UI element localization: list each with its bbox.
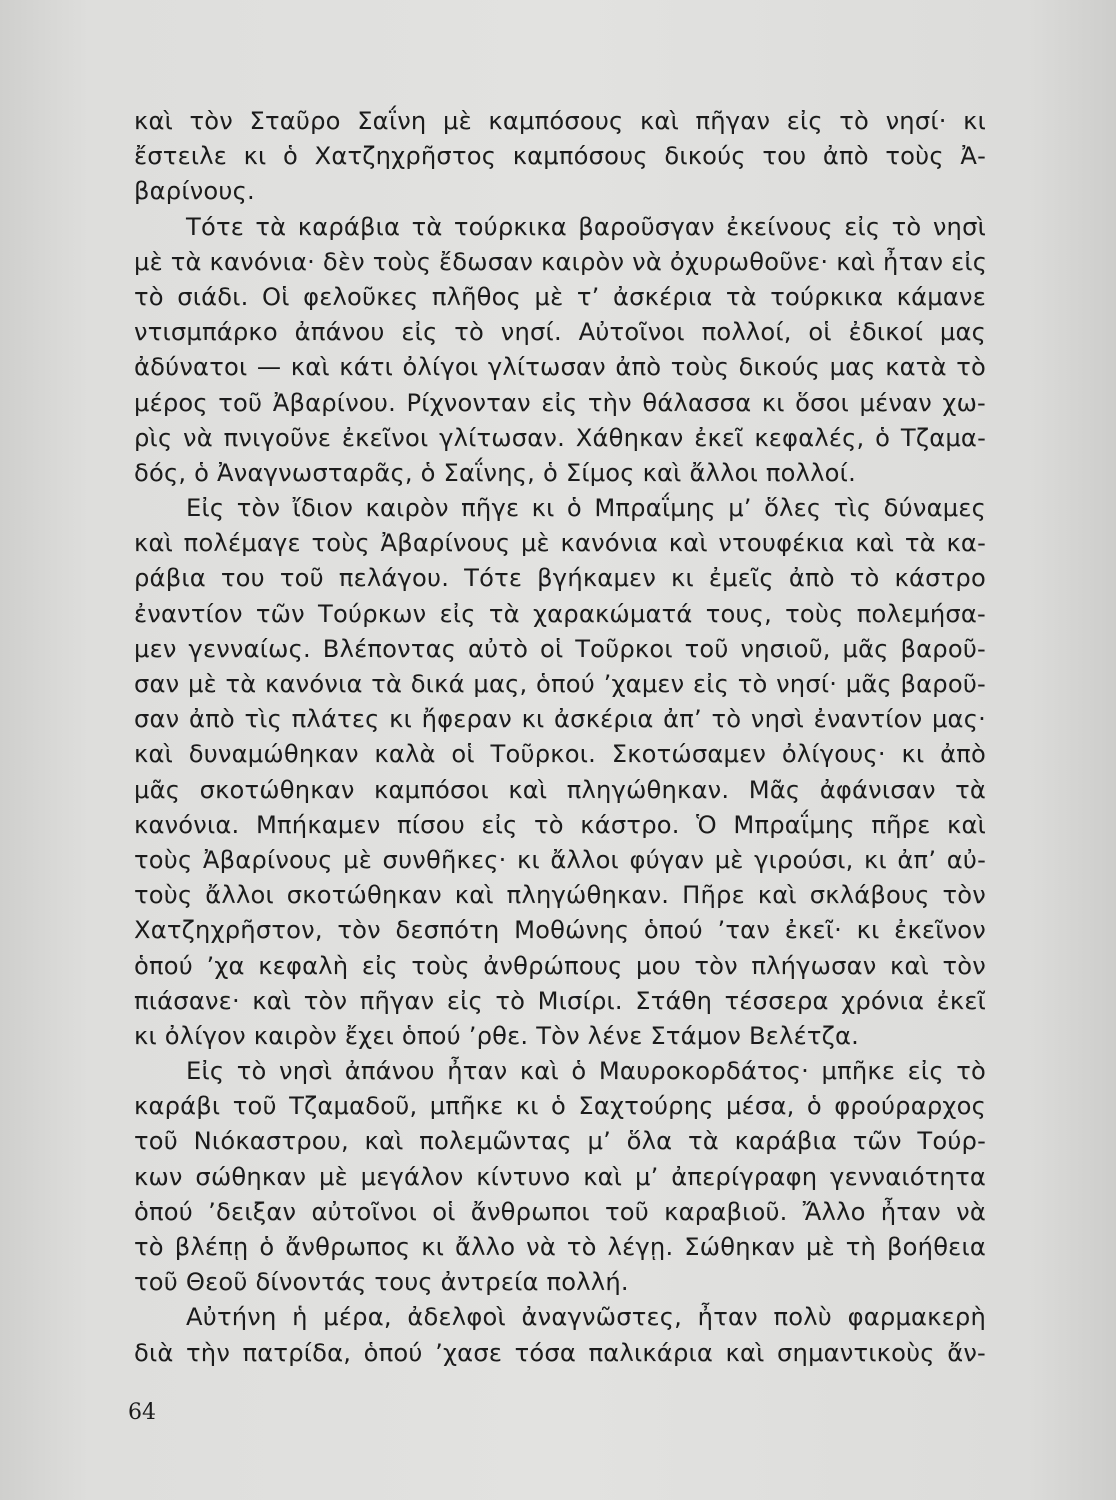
text-line: ἐναντίον τῶν Τούρκων εἰς τὰ χαρακώματά τους, τοὺς πολεμήσα- <box>134 599 986 628</box>
text-line: μέρος τοῦ Ἀβαρίνου. Ρίχνονταν εἰς τὴν θάλασσα κι ὅσοι μέναν χω- <box>134 388 986 417</box>
text-line: τοῦ Νιόκαστρου, καὶ πολεμῶντας μ’ ὅλα τὰ καράβια τῶν Τούρ- <box>134 1127 986 1156</box>
text-line: ράβια του τοῦ πελάγου. Τότε βγήκαμεν κι ἐμεῖς ἀπὸ τὸ κάστρο <box>134 564 986 593</box>
text-line: τοῦ Θεοῦ δίνοντάς τους ἀντρεία πολλή. <box>134 1268 629 1297</box>
text-line: τὸ σιάδι. Οἱ φελοῦκες πλῆθος μὲ τ’ ἀσκέρια τὰ τούρκικα κάμανε <box>134 282 986 311</box>
text-line: τοὺς Ἀβαρίνους μὲ συνθῆκες· κι ἄλλοι φύγαν μὲ γιρούσι, κι ἀπ’ αὐ- <box>134 845 986 874</box>
text-line: κων σώθηκαν μὲ μεγάλον κίντυνο καὶ μ’ ἀπερίγραφη γενναιότητα <box>134 1162 986 1191</box>
page-number: 64 <box>128 1400 156 1425</box>
text-line: Εἰς τὸ νησὶ ἀπάνου ἦταν καὶ ὁ Μαυροκορδάτος· μπῆκε εἰς τὸ <box>186 1057 986 1086</box>
text-line: μὲ τὰ κανόνια· δὲν τοὺς ἔδωσαν καιρὸν νὰ ὀχυρωθοῦνε· καὶ ἦταν εἰς <box>134 247 988 276</box>
text-line: κανόνια. Μπήκαμεν πίσου εἰς τὸ κάστρο. Ὁ Μπραΐμης πῆρε καὶ <box>134 810 986 839</box>
text-line: ὁπού ’χα κεφαλὴ εἰς τοὺς ἀνθρώπους μου τὸν πλήγωσαν καὶ τὸν <box>134 951 986 980</box>
text-line: Εἰς τὸν ἴδιον καιρὸν πῆγε κι ὁ Μπραΐμης μ’ ὅλες τὶς δύναμες <box>186 494 986 523</box>
body-text <box>134 104 986 1371</box>
text-line: σαν μὲ τὰ κανόνια τὰ δικά μας, ὁπού ’χαμεν εἰς τὸ νησί· μᾶς βαροῦ- <box>134 670 986 698</box>
text-line: ὁπού ’δειξαν αὐτοῖνοι οἱ ἄνθρωποι τοῦ καραβιοῦ. Ἄλλο ἦταν νὰ <box>134 1197 986 1226</box>
text-line: κι ὀλίγον καιρὸν ἔχει ὁπού ’ρθε. Τὸν λένε Στάμον Βελέτζα. <box>134 1021 860 1050</box>
text-line: ντισμπάρκο ἀπάνου εἰς τὸ νησί. Αὐτοῖνοι πολλοί, οἱ ἐδικοί μας <box>134 318 986 347</box>
text-line: μᾶς σκοτώθηκαν καμπόσοι καὶ πληγώθηκαν. Μᾶς ἀφάνισαν τὰ <box>134 775 986 804</box>
text-line: Αὐτήνη ἡ μέρα, ἀδελφοὶ ἀναγνῶστες, ἦταν πολὺ φαρμακερὴ <box>186 1303 986 1332</box>
text-line: ἔστειλε κι ὁ Χατζηχρῆστος καμπόσους δικούς του ἀπὸ τοὺς Ἀ- <box>134 142 986 171</box>
text-line: σαν ἀπὸ τὶς πλάτες κι ἤφεραν κι ἀσκέρια ἀπ’ τὸ νησὶ ἐναντίον μας· <box>134 705 986 734</box>
text-line: καὶ δυναμώθηκαν καλὰ οἱ Τοῦρκοι. Σκοτώσαμεν ὀλίγους· κι ἀπὸ <box>134 740 986 769</box>
text-line: τοὺς ἄλλοι σκοτώθηκαν καὶ πληγώθηκαν. Πῆρε καὶ σκλάβους τὸν <box>134 881 986 910</box>
text-line: ἀδύνατοι — καὶ κάτι ὀλίγοι γλίτωσαν ἀπὸ τοὺς δικούς μας κατὰ τὸ <box>134 353 986 382</box>
text-line: Τότε τὰ καράβια τὰ τούρκικα βαροῦσγαν ἐκείνους εἰς τὸ νησὶ <box>186 212 986 241</box>
text-line: Χατζηχρῆστον, τὸν δεσπότη Μοθώνης ὁπού ’ταν ἐκεῖ· κι ἐκεῖνον <box>134 916 986 945</box>
text-line: τὸ βλέπῃ ὁ ἄνθρωπος κι ἄλλο νὰ τὸ λέγῃ. Σώθηκαν μὲ τὴ βοήθεια <box>134 1233 986 1261</box>
text-line: καὶ πολέμαγε τοὺς Ἀβαρίνους μὲ κανόνια καὶ ντουφέκια καὶ τὰ κα- <box>134 529 986 558</box>
text-line: ρὶς νὰ πνιγοῦνε ἐκεῖνοι γλίτωσαν. Χάθηκαν ἐκεῖ κεφαλές, ὁ Τζαμα- <box>134 423 986 452</box>
text-line: καράβι τοῦ Τζαμαδοῦ, μπῆκε κι ὁ Σαχτούρης μέσα, ὁ φρούραρχος <box>134 1092 986 1121</box>
text-line: καὶ τὸν Σταῦρο Σαΐνη μὲ καμπόσους καὶ πῆγαν εἰς τὸ νησί· κι <box>134 107 986 135</box>
text-line: μεν γενναίως. Βλέποντας αὐτὸ οἱ Τοῦρκοι τοῦ νησιοῦ, μᾶς βαροῦ- <box>134 634 986 663</box>
text-line: δός, ὁ Ἀναγνωσταρᾶς, ὁ Σαΐνης, ὁ Σίμος καὶ ἄλλοι πολλοί. <box>134 458 856 487</box>
text-line: βαρίνους. <box>134 177 255 206</box>
text-line: πιάσανε· καὶ τὸν πῆγαν εἰς τὸ Μισίρι. Στάθη τέσσερα χρόνια ἐκεῖ <box>134 986 986 1015</box>
text-line: διὰ τὴν πατρίδα, ὁπού ’χασε τόσα παλικάρια καὶ σημαντικοὺς ἄν- <box>134 1338 986 1367</box>
